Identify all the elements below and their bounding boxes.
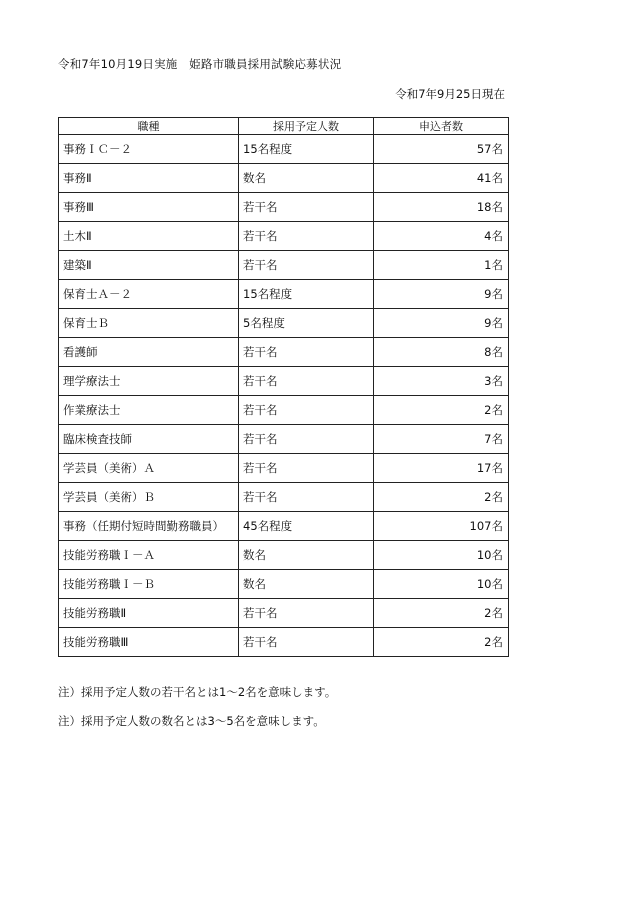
table-row: [59, 454, 509, 483]
table-row: [59, 367, 509, 396]
table-row: [59, 425, 509, 454]
applicants-cell: 10名: [374, 570, 509, 599]
applicants-cell: 4名: [374, 222, 509, 251]
table-row: [59, 280, 509, 309]
footnote: 注）採用予定人数の若干名とは1～2名を意味します。: [58, 685, 337, 699]
applicants-cell: 1名: [374, 251, 509, 280]
table-row: [59, 541, 509, 570]
planned-cell: 若干名: [239, 425, 374, 454]
applicants-cell: 2名: [374, 628, 509, 657]
planned-cell: 若干名: [239, 338, 374, 367]
job-cell: 事務Ⅱ: [59, 164, 239, 193]
job-cell: 臨床検査技師: [59, 425, 239, 454]
header-planned: 採用予定人数: [239, 118, 374, 135]
job-cell: 土木Ⅱ: [59, 222, 239, 251]
applicants-cell: 57名: [374, 135, 509, 164]
applicant-table: [58, 117, 509, 657]
header-job: 職種: [59, 118, 239, 135]
table-row: [59, 628, 509, 657]
job-cell: 学芸員（美術）Ｂ: [59, 483, 239, 512]
applicants-cell: 2名: [374, 396, 509, 425]
planned-cell: 45名程度: [239, 512, 374, 541]
planned-cell: 若干名: [239, 193, 374, 222]
job-cell: 技能労務職Ⅲ: [59, 628, 239, 657]
planned-cell: 若干名: [239, 367, 374, 396]
job-cell: 保育士Ａ－２: [59, 280, 239, 309]
table-row: [59, 396, 509, 425]
applicants-cell: 107名: [374, 512, 509, 541]
table-row: [59, 193, 509, 222]
table-row: [59, 309, 509, 338]
job-cell: 事務（任期付短時間勤務職員）: [59, 512, 239, 541]
planned-cell: 若干名: [239, 396, 374, 425]
job-cell: 事務ＩＣ－２: [59, 135, 239, 164]
header-applicants: 申込者数: [374, 118, 509, 135]
table-header-row: [59, 118, 509, 135]
applicants-cell: 17名: [374, 454, 509, 483]
job-cell: 技能労務職Ｉ－Ａ: [59, 541, 239, 570]
applicants-cell: 2名: [374, 483, 509, 512]
planned-cell: 数名: [239, 570, 374, 599]
job-cell: 理学療法士: [59, 367, 239, 396]
planned-cell: 若干名: [239, 222, 374, 251]
job-cell: 技能労務職Ⅱ: [59, 599, 239, 628]
job-cell: 技能労務職Ｉ－Ｂ: [59, 570, 239, 599]
applicants-cell: 41名: [374, 164, 509, 193]
job-cell: 事務Ⅲ: [59, 193, 239, 222]
planned-cell: 15名程度: [239, 280, 374, 309]
applicants-cell: 18名: [374, 193, 509, 222]
as-of-date: 令和7年9月25日現在: [395, 87, 505, 101]
job-cell: 建築Ⅱ: [59, 251, 239, 280]
applicants-cell: 3名: [374, 367, 509, 396]
job-cell: 保育士Ｂ: [59, 309, 239, 338]
applicants-cell: 7名: [374, 425, 509, 454]
table-row: [59, 338, 509, 367]
planned-cell: 若干名: [239, 628, 374, 657]
table-row: [59, 251, 509, 280]
table-row: [59, 570, 509, 599]
table-row: [59, 483, 509, 512]
applicants-cell: 2名: [374, 599, 509, 628]
job-cell: 作業療法士: [59, 396, 239, 425]
table-row: [59, 512, 509, 541]
planned-cell: 数名: [239, 541, 374, 570]
table-row: [59, 164, 509, 193]
planned-cell: 数名: [239, 164, 374, 193]
applicants-cell: 9名: [374, 280, 509, 309]
applicants-cell: 10名: [374, 541, 509, 570]
planned-cell: 若干名: [239, 251, 374, 280]
footnote: 注）採用予定人数の数名とは3～5名を意味します。: [58, 714, 325, 728]
planned-cell: 15名程度: [239, 135, 374, 164]
applicants-cell: 9名: [374, 309, 509, 338]
table-row: [59, 135, 509, 164]
document-title: 令和7年10月19日実施 姫路市職員採用試験応募状況: [58, 57, 342, 71]
job-cell: 看護師: [59, 338, 239, 367]
planned-cell: 若干名: [239, 483, 374, 512]
applicants-cell: 8名: [374, 338, 509, 367]
planned-cell: 5名程度: [239, 309, 374, 338]
job-cell: 学芸員（美術）Ａ: [59, 454, 239, 483]
planned-cell: 若干名: [239, 599, 374, 628]
table-row: [59, 599, 509, 628]
table-row: [59, 222, 509, 251]
planned-cell: 若干名: [239, 454, 374, 483]
